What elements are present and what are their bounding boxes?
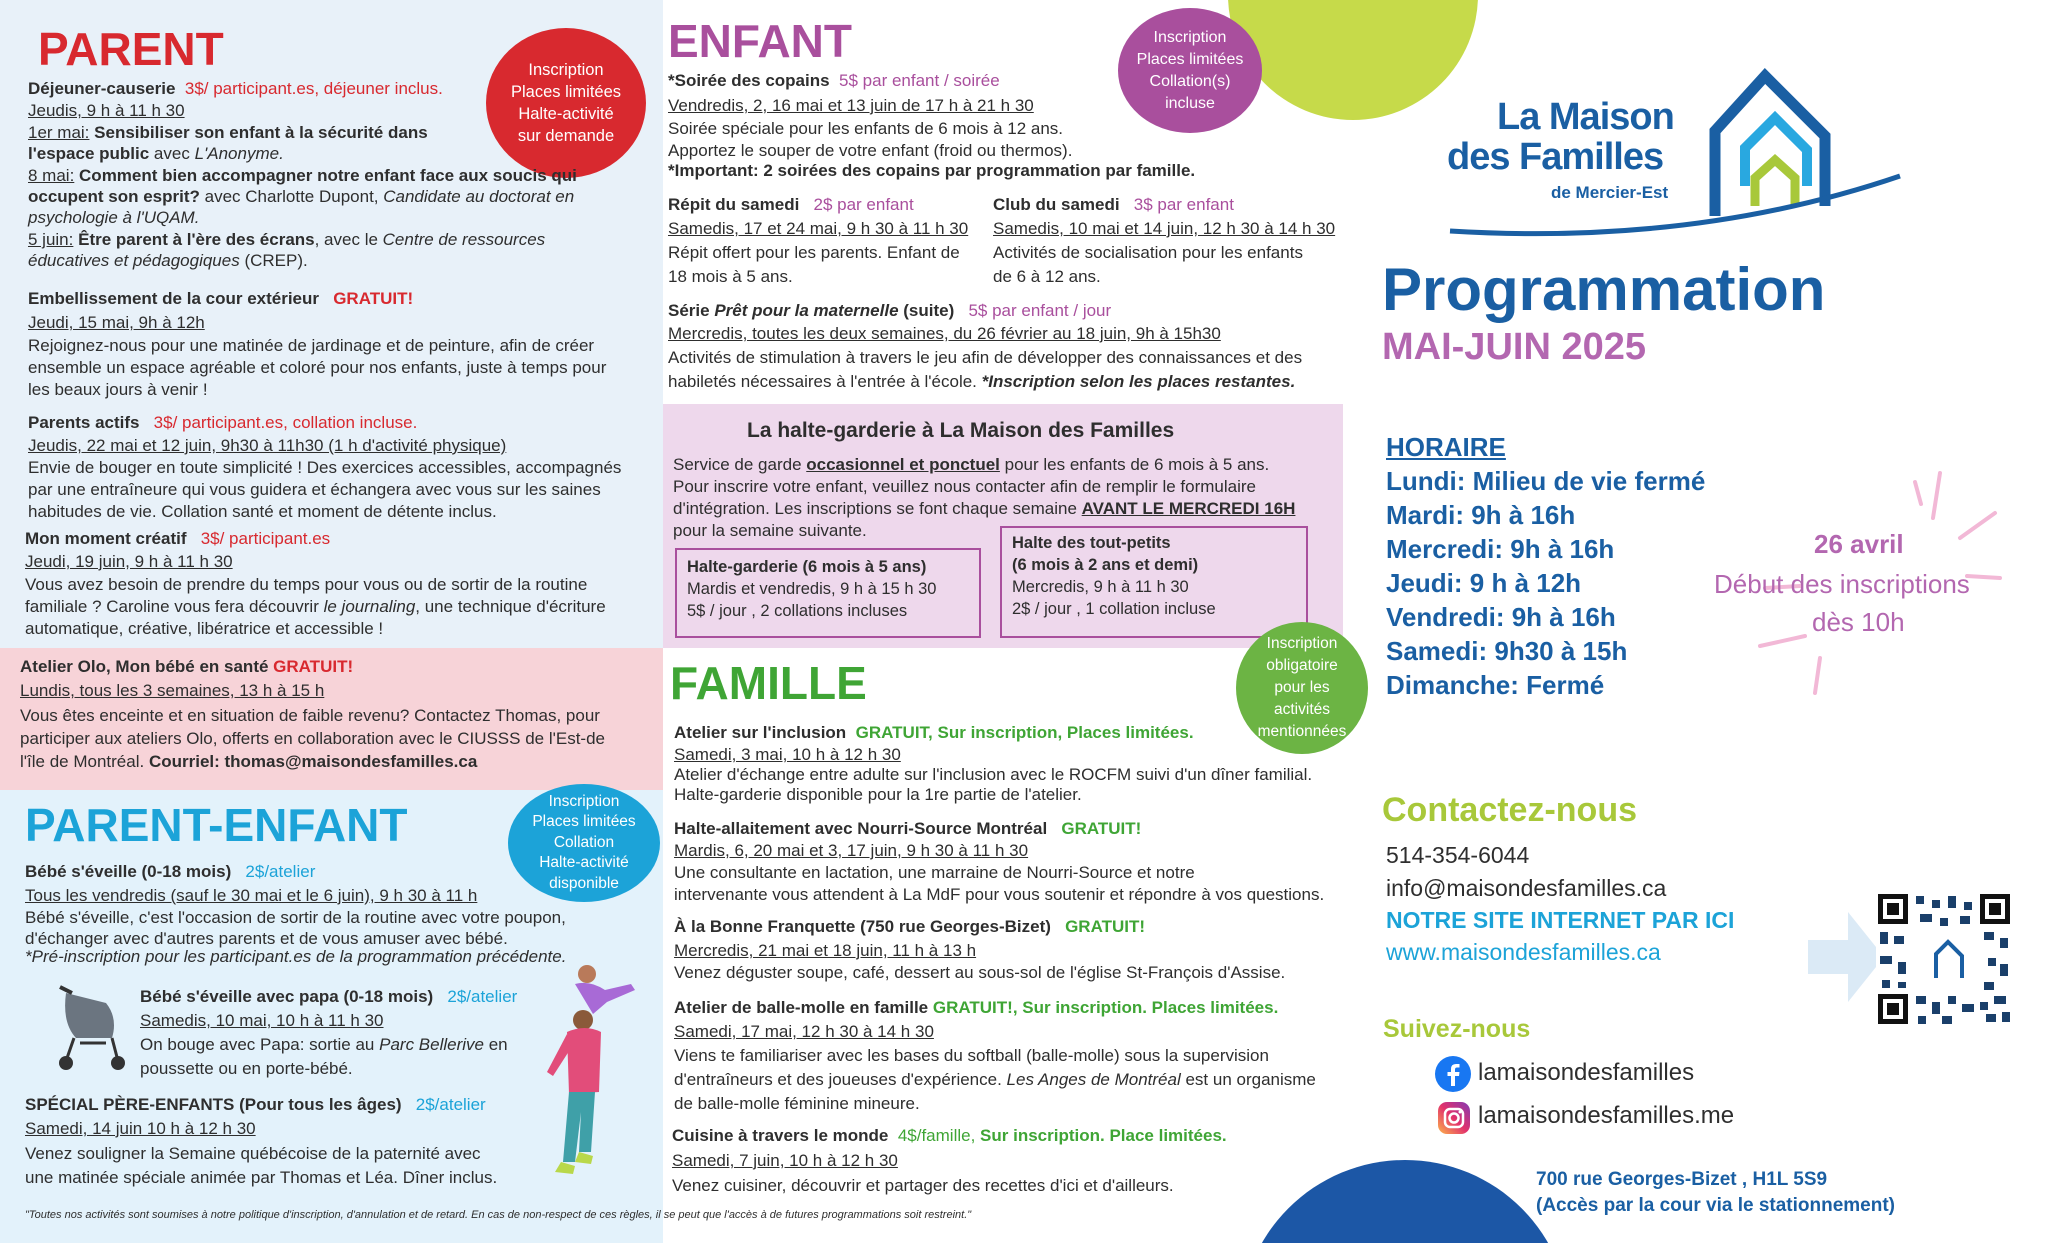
halte-text: Service de garde occasionnel et ponctuel pour les enfants de 6 mois à 5 ans. [673,455,1270,474]
follow-title: Suivez-nous [1383,1015,1531,1043]
olo-text: Vous êtes enceinte et en situation de faible revenu? Contactez Thomas, pour [20,706,600,725]
inscription-date: 26 avril [1814,529,1904,559]
halte-title: La halte-garderie à La Maison des Familles [747,419,1175,442]
balle-molle-when: Samedi, 17 mai, 12 h 30 à 14 h 30 [674,1022,934,1041]
olo-text: participer aux ateliers Olo, offerts en collaboration avec le CIUSSS de l'Est-de [20,729,605,748]
inclusion-text: Atelier d'échange entre adulte sur l'inclusion avec le ROCFM suivi d'un dîner familial. [674,765,1313,784]
embellissement-text: ensemble un espace agréable et coloré pour nos enfants, juste à temps pour [28,358,607,377]
inscription-start: Début des inscriptions [1714,569,1970,599]
famille-bubble: Inscription obligatoire pour les activités mentionnées [1236,622,1368,754]
dejeuner-2-line2: occupent son esprit? avec Charlotte Dupont, Candidate au doctorat en [28,187,575,206]
cuisine-monde: Cuisine à travers le monde 4$/famille, Sur inscription. Place limitées. [672,1126,1227,1145]
logo [1445,92,1925,232]
soiree-when: Vendredis, 2, 16 mai et 13 juin de 17 h à 21 h 30 [668,96,1034,115]
bebe-eveille: Bébé s'éveille (0-18 mois) 2$/atelier [25,862,316,881]
email-link[interactable]: info@maisondesfamilles.ca [1386,875,1667,901]
embellissement-text: les beaux jours à venir ! [28,380,208,399]
dejeuner-1-line2: l'espace public avec L'Anonyme. [28,144,284,163]
famille-title: FAMILLE [670,657,867,709]
pe-title: PARENT-ENFANT [25,799,408,851]
repit-samedi: Répit du samedi 2$ par enfant [668,195,914,214]
soiree-important: *Important: 2 soirées des copains par programmation par famille. [668,161,1196,180]
soiree-copains: *Soirée des copains 5$ par enfant / soirée [668,71,1000,90]
moment-creatif-text: automatique, créative, libératrice et accessible ! [25,619,384,638]
arrow-right-icon [1808,912,1884,1002]
horaire-line: Jeudi: 9 h à 12h [1386,568,1582,598]
special-pere-text: une matinée spéciale animée par Thomas et Léa. Dîner inclus. [25,1168,498,1187]
soiree-text: Apportez le souper de votre enfant (froid ou thermos). [668,141,1073,160]
halte-tout-petits-box: Halte des tout-petits (6 mois à 2 ans et demi) Mercredis, 9 h à 11 h 30 2$ / jour , 1 collation incluse [1000,526,1308,638]
moment-creatif-text: familiale ? Caroline vous fera découvrir le journaling, une technique d'écriture [25,597,606,616]
deco-lime-circle [1228,0,1478,120]
club-when: Samedis, 10 mai et 14 juin, 12 h 30 à 14 h 30 [993,219,1336,238]
repit-text: 18 mois à 5 ans. [668,267,793,286]
facebook-icon[interactable] [1434,1055,1472,1093]
pe-bubble: Inscription Places limitées Collation Halte-activité disponible [508,784,660,902]
club-samedi: Club du samedi 3$ par enfant [993,195,1234,214]
balle-molle-text: de balle-molle féminine mineure. [674,1094,920,1113]
father-child-illustration-icon [535,962,645,1187]
instagram-link[interactable]: lamaisondesfamilles.me [1478,1102,1735,1129]
enfant-bubble: Inscription Places limitées Collation(s) incluse [1118,8,1262,133]
club-text: de 6 à 12 ans. [993,267,1101,286]
soiree-text: Soirée spéciale pour les enfants de 6 mois à 12 ans. [668,119,1064,138]
olo-email-link[interactable]: Courriel: thomas@maisondesfamilles.ca [148,752,478,771]
embellissement-text: Rejoignez-nous pour une matinée de jardinage et de peinture, afin de créer [28,336,595,355]
horaire-title: HORAIRE [1386,432,1506,462]
phone-link[interactable]: 514-354-6044 [1386,842,1530,868]
bebe-eveille-text: Bébé s'éveille, c'est l'occasion de sortir de la routine avec votre poupon, [25,908,566,927]
special-pere: SPÉCIAL PÈRE-ENFANTS (Pour tous les âges) 2$/atelier [25,1095,486,1114]
club-text: Activités de socialisation pour les enfants [993,243,1303,262]
bebe-papa-text: poussette ou en porte-bébé. [140,1059,353,1078]
bonne-franquette: À la Bonne Franquette (750 rue Georges-Bizet) GRATUIT! [674,917,1146,936]
parents-actifs-text: par une entraîneure qui vous guidera et échangera avec vous sur les saines [28,480,601,499]
atelier-inclusion: Atelier sur l'inclusion GRATUIT, Sur inscription, Places limitées. [674,723,1194,742]
inscription-time: dès 10h [1812,607,1905,637]
logo-line1: La Maison [1497,96,1674,138]
period: MAI-JUIN 2025 [1382,326,1646,368]
bebe-eveille-note: *Pré-inscription pour les participant.es de la programmation précédente. [25,947,567,966]
parents-actifs-when: Jeudis, 22 mai et 12 juin, 9h30 à 11h30 (1 h d'activité physique) [28,436,507,455]
bebe-eveille-when: Tous les vendredis (sauf le 30 mai et le 6 juin), 9 h 30 à 11 h [25,886,478,905]
horaire-line: Dimanche: Fermé [1386,670,1605,700]
inclusion-when: Samedi, 3 mai, 10 h à 12 h 30 [674,745,901,764]
dejeuner-when: Jeudis, 9 h à 11 h 30 [28,101,185,120]
horaire-line: Mardi: 9h à 16h [1386,500,1576,530]
olo-when: Lundis, tous les 3 semaines, 13 h à 15 h [20,681,325,700]
olo-title: Atelier Olo, Mon bébé en santé GRATUIT! [20,657,354,676]
stroller-icon [46,983,130,1073]
qr-code-icon [1876,892,2012,1026]
cuisine-when: Samedi, 7 juin, 10 h à 12 h 30 [672,1151,898,1170]
dejeuner-2: 8 mai: Comment bien accompagner notre enfant face aux soucis qui [28,166,577,185]
franquette-text: Venez déguster soupe, café, dessert au sous-sol de l'église St-François d'Assise. [674,963,1286,982]
logo-line2: des Familles [1447,136,1664,178]
moment-creatif-text: Vous avez besoin de prendre du temps pour vous ou de sortir de la routine [25,575,588,594]
enfant-title: ENFANT [668,15,852,67]
address-access: (Accès par la cour via le stationnement) [1536,1195,1896,1216]
serie-maternelle: Série Prêt pour la maternelle (suite) 5$ par enfant / jour [668,301,1112,320]
repit-when: Samedis, 17 et 24 mai, 9 h 30 à 11 h 30 [668,219,969,238]
dejeuner-1: 1er mai: Sensibiliser son enfant à la sécurité dans [28,123,428,142]
horaire-line: Vendredi: 9h à 16h [1386,602,1616,632]
balle-molle-text: Viens te familiariser avec les bases du softball (balle-molle) sous la supervision [674,1046,1269,1065]
inclusion-text: Halte-garderie disponible pour la 1re partie de l'atelier. [674,785,1082,804]
cuisine-text: Venez cuisiner, découvrir et partager des recettes d'ici et d'ailleurs. [672,1176,1174,1195]
olo-text: l'île de Montréal. Courriel: thomas@maisondesfamilles.ca [20,752,478,771]
halte-text: d'intégration. Les inscriptions se font chaque semaine AVANT LE MERCREDI 16H [673,499,1296,518]
horaire-line: Mercredi: 9h à 16h [1386,534,1615,564]
halte-garderie-box: Halte-garderie (6 mois à 5 ans) Mardis et vendredis, 9 h à 15 h 30 5$ / jour , 2 collations incluses [675,548,981,638]
bebe-papa-when: Samedis, 10 mai, 10 h à 11 h 30 [140,1011,384,1030]
dejeuner-3-line2: éducatives et pédagogiques (CREP). [28,251,308,270]
parent-title: PARENT [38,23,224,75]
facebook-link[interactable]: lamaisondesfamilles [1478,1059,1695,1086]
bebe-eveille-text: d'échanger avec d'autres parents et de vous amuser avec bébé. [25,929,508,948]
programmation-title: Programmation [1382,256,1826,323]
address: 700 rue Georges-Bizet , H1L 5S9 [1536,1169,1828,1190]
halte-allaitement: Halte-allaitement avec Nourri-Source Montréal GRATUIT! [674,819,1142,838]
contact-title: Contactez-nous [1382,791,1637,829]
allaitement-when: Mardis, 6, 20 mai et 3, 17 juin, 9 h 30 à 11 h 30 [674,841,1029,860]
website-link[interactable]: www.maisondesfamilles.ca [1386,939,1661,965]
embellissement: Embellissement de la cour extérieur GRATUIT! [28,289,414,308]
franquette-when: Mercredis, 21 mai et 18 juin, 11 h à 13 h [674,941,977,960]
site-label: NOTRE SITE INTERNET PAR ICI [1386,907,1735,933]
dejeuner-causerie: Déjeuner-causerie 3$/ participant.es, déjeuner inclus. [28,79,443,98]
dejeuner-3: 5 juin: Être parent à l'ère des écrans, avec le Centre de ressources [28,230,546,249]
parents-actifs-text: Envie de bouger en toute simplicité ! Des exercices accessibles, accompagnés [28,458,622,477]
bebe-papa-text: On bouge avec Papa: sortie au Parc Bellerive en [140,1035,508,1054]
house-logo-icon [1445,56,1925,246]
balle-molle: Atelier de balle-molle en famille GRATUIT!, Sur inscription. Places limitées. [674,998,1279,1017]
parents-actifs-text: habitudes de vie. Collation santé et moment de détente inclus. [28,502,497,521]
horaire-line: Samedi: 9h30 à 15h [1386,636,1628,666]
parent-bubble: Inscription Places limitées Halte-activité sur demande [486,28,646,178]
allaitement-text: Une consultante en lactation, une marraine de Nourri-Source et notre [674,863,1195,882]
moment-creatif: Mon moment créatif 3$/ participant.es [25,529,331,548]
bebe-papa: Bébé s'éveille avec papa (0-18 mois) 2$/atelier [140,987,518,1006]
serie-text: Activités de stimulation à travers le jeu afin de développer des connaissances et des [668,348,1303,367]
deco-blue-circle [1240,1160,1570,1243]
moment-creatif-when: Jeudi, 19 juin, 9 h à 11 h 30 [25,552,233,571]
halte-text: pour la semaine suivante. [673,521,867,540]
halte-text: Pour inscrire votre enfant, veuillez nous contacter afin de remplir le formulaire [673,477,1256,496]
repit-text: Répit offert pour les parents. Enfant de [668,243,960,262]
footnote: "Toutes nos activités sont soumises à notre politique d'inscription, d'annulation et de retard. En cas de non-respect de ces règles, il se peut que l'accès à de futures programmations soit restreint." [25,1209,972,1221]
special-pere-text: Venez souligner la Semaine québécoise de la paternité avec [25,1144,481,1163]
parents-actifs: Parents actifs 3$/ participant.es, collation incluse. [28,413,418,432]
embellissement-when: Jeudi, 15 mai, 9h à 12h [28,313,205,332]
allaitement-text: intervenante vous attendent à La MdF pour vous soutenir et répondre à vos questions. [674,885,1325,904]
dejeuner-2-line3: psychologie à l'UQAM. [28,208,200,227]
instagram-icon[interactable] [1437,1101,1471,1135]
serie-text: habiletés nécessaires à l'entrée à l'école. *Inscription selon les places restantes. [668,372,1296,391]
serie-when: Mercredis, toutes les deux semaines, du 26 février au 18 juin, 9h à 15h30 [668,324,1221,343]
logo-sub: de Mercier-Est [1551,183,1669,202]
horaire-line: Lundi: Milieu de vie fermé [1386,466,1706,496]
special-pere-when: Samedi, 14 juin 10 h à 12 h 30 [25,1119,256,1138]
balle-molle-text: d'entraîneurs et des joueuses d'expérience. Les Anges de Montréal est un organisme [674,1070,1316,1089]
